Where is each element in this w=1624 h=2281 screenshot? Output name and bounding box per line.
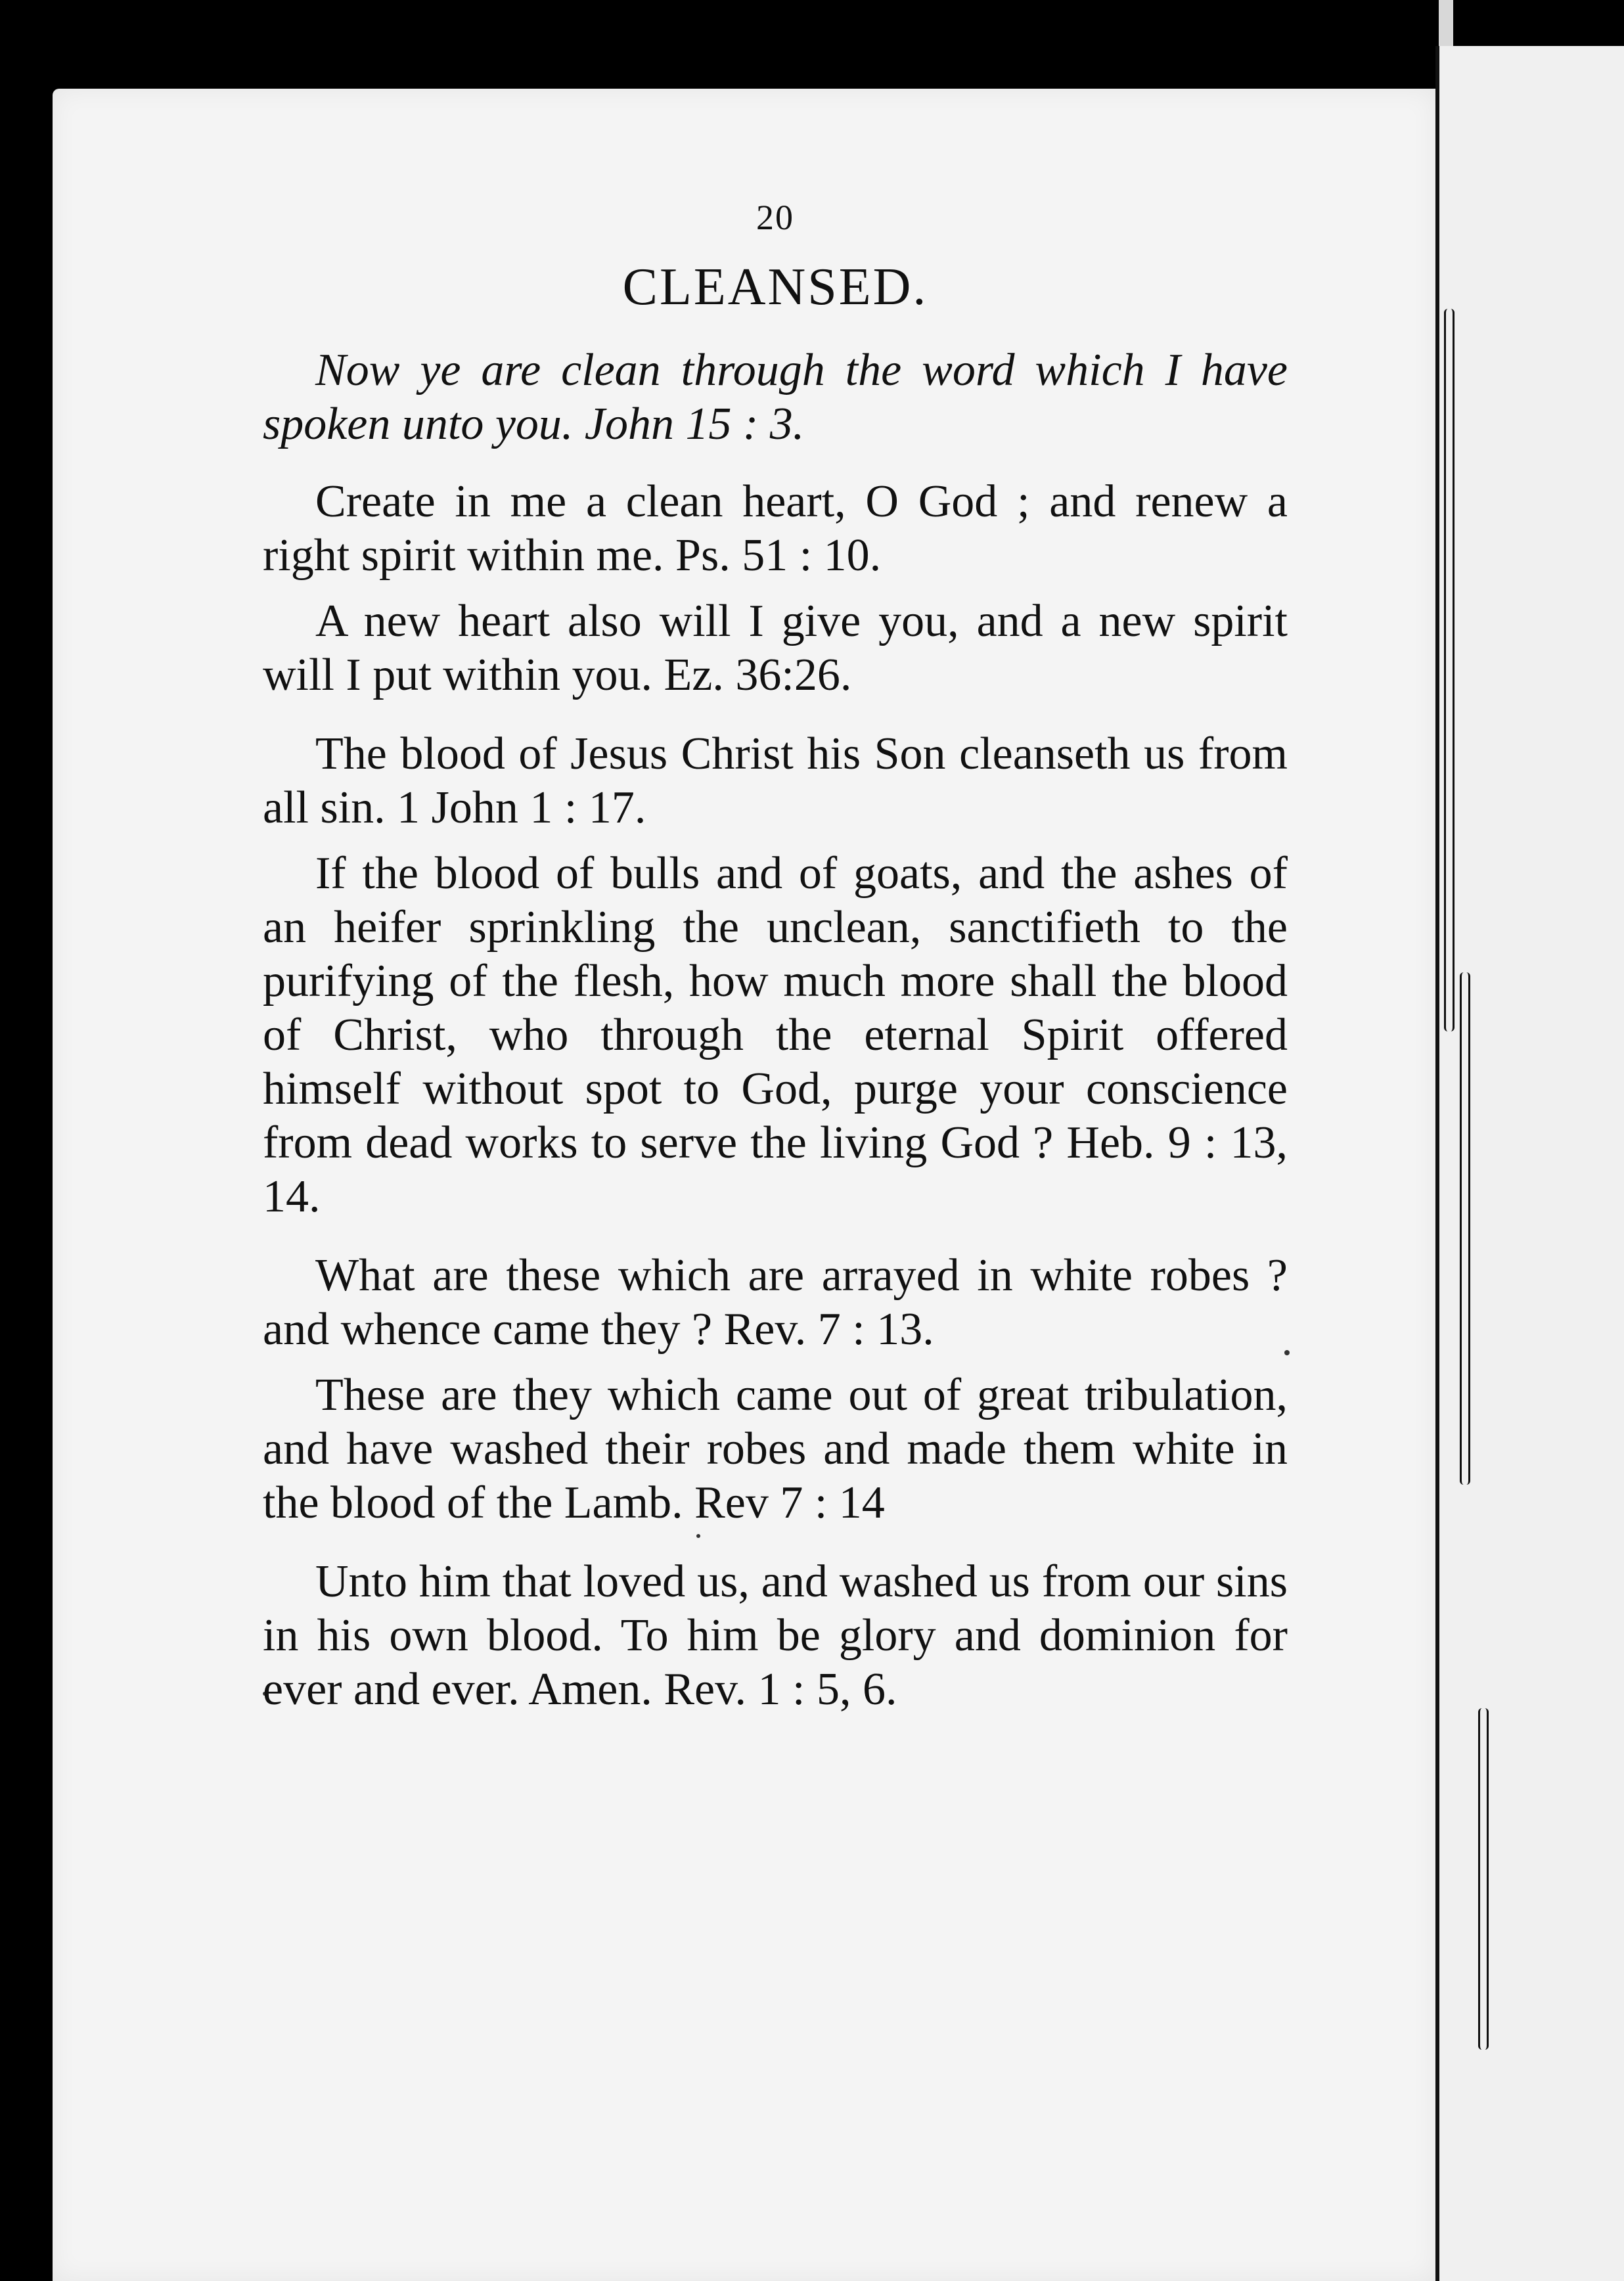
binding-thread bbox=[1460, 972, 1470, 1485]
binding-thread bbox=[1478, 1708, 1489, 2050]
page-content bbox=[263, 197, 1288, 1728]
page-title: CLEANSED. bbox=[622, 258, 928, 316]
verse: If the blood of bulls and of goats, and the ashes of an heifer sprinkling the unclean, sanctifieth to the purifying of the flesh, how much more shall the blood of Christ, who through the eternal Spirit offered himself without spot to God, purge your conscience from dead works to serve the living God ? Heb. 9 : 13, 14. bbox=[263, 848, 1288, 1222]
verse-epigraph: Now ye are clean through the word which I have spoken unto you. John 15 : 3. bbox=[263, 345, 1288, 449]
binding-thread bbox=[1444, 309, 1455, 1031]
verse: Unto him that loved us, and washed us from our sins in his own blood. To him be glory and dominion for ever and ever. Amen. Rev. 1 : 5, 6. bbox=[263, 1556, 1288, 1715]
verse: A new heart also will I give you, and a new spirit will I put within you. Ez. 36:26. bbox=[263, 596, 1288, 700]
verse: These are they which came out of great tribulation, and have washed their robes and made them white in the blood of the Lamb. Rev 7 : 14 bbox=[263, 1370, 1288, 1528]
verse: What are these which are arrayed in white robes ? and whence came they ? Rev. 7 : 13. bbox=[263, 1250, 1288, 1355]
verse: The blood of Jesus Christ his Son cleanseth us from all sin. 1 John 1 : 17. bbox=[263, 729, 1288, 833]
page-number: 20 bbox=[756, 198, 794, 237]
verse: Create in me a clean heart, O God ; and renew a right spirit within me. Ps. 51 : 10. bbox=[263, 476, 1288, 581]
